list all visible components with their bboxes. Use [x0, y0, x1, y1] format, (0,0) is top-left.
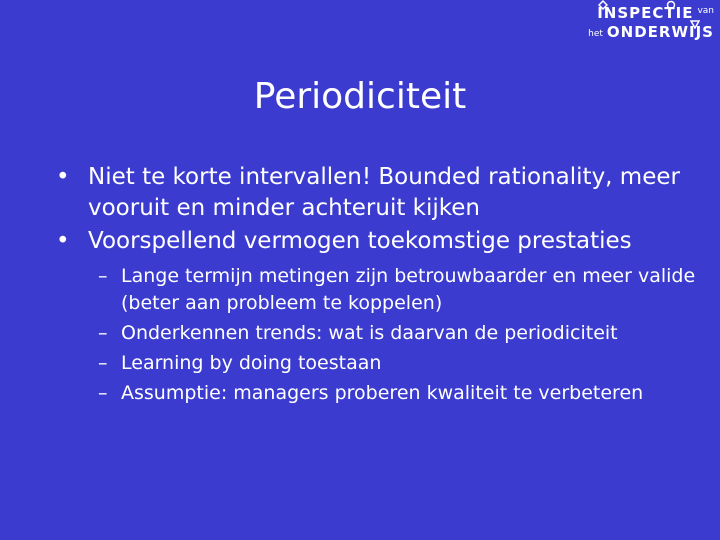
sub-bullet-1	[56, 263, 706, 317]
slide-title: Periodiciteit	[253, 76, 467, 117]
logo-line-2	[588, 23, 714, 41]
bullet-2	[56, 226, 706, 257]
bullet-1	[56, 162, 706, 224]
bullet-marker: •	[56, 164, 70, 190]
sub-bullet-4-text: Assumptie: managers proberen kwaliteit te verbeteren	[121, 382, 644, 404]
sub-bullet-2	[56, 320, 706, 347]
logo-line-1	[597, 4, 714, 22]
inspectie-logo	[588, 0, 716, 50]
sub-bullet-marker: –	[98, 265, 108, 287]
sub-bullet-3-text: Learning by doing toestaan	[121, 352, 382, 374]
bullet-1-text: Niet te korte intervallen! Bounded rationality, meer vooruit en minder achteruit kijken	[88, 164, 680, 221]
logo-word-van: van	[697, 6, 714, 16]
logo-word-inspectie: INSPECTIE	[597, 4, 694, 22]
bullet-marker: •	[56, 228, 70, 254]
sub-bullet-marker: –	[98, 352, 108, 374]
sub-bullet-2-text: Onderkennen trends: wat is daarvan de periodiciteit	[121, 322, 618, 344]
sub-bullet-marker: –	[98, 322, 108, 344]
sub-bullet-list	[56, 263, 706, 407]
sub-bullet-1-text: Lange termijn metingen zijn betrouwbaarder en meer valide (beter aan probleem te koppelen)	[121, 265, 696, 314]
sub-bullet-marker: –	[98, 382, 108, 404]
sub-bullet-3	[56, 350, 706, 377]
bullet-2-text: Voorspellend vermogen toekomstige prestaties	[88, 228, 632, 254]
logo-word-het: het	[588, 29, 603, 39]
slide-body	[56, 162, 706, 407]
logo-word-onderwijs: ONDERWIJS	[606, 23, 714, 41]
sub-bullet-4	[56, 380, 706, 407]
